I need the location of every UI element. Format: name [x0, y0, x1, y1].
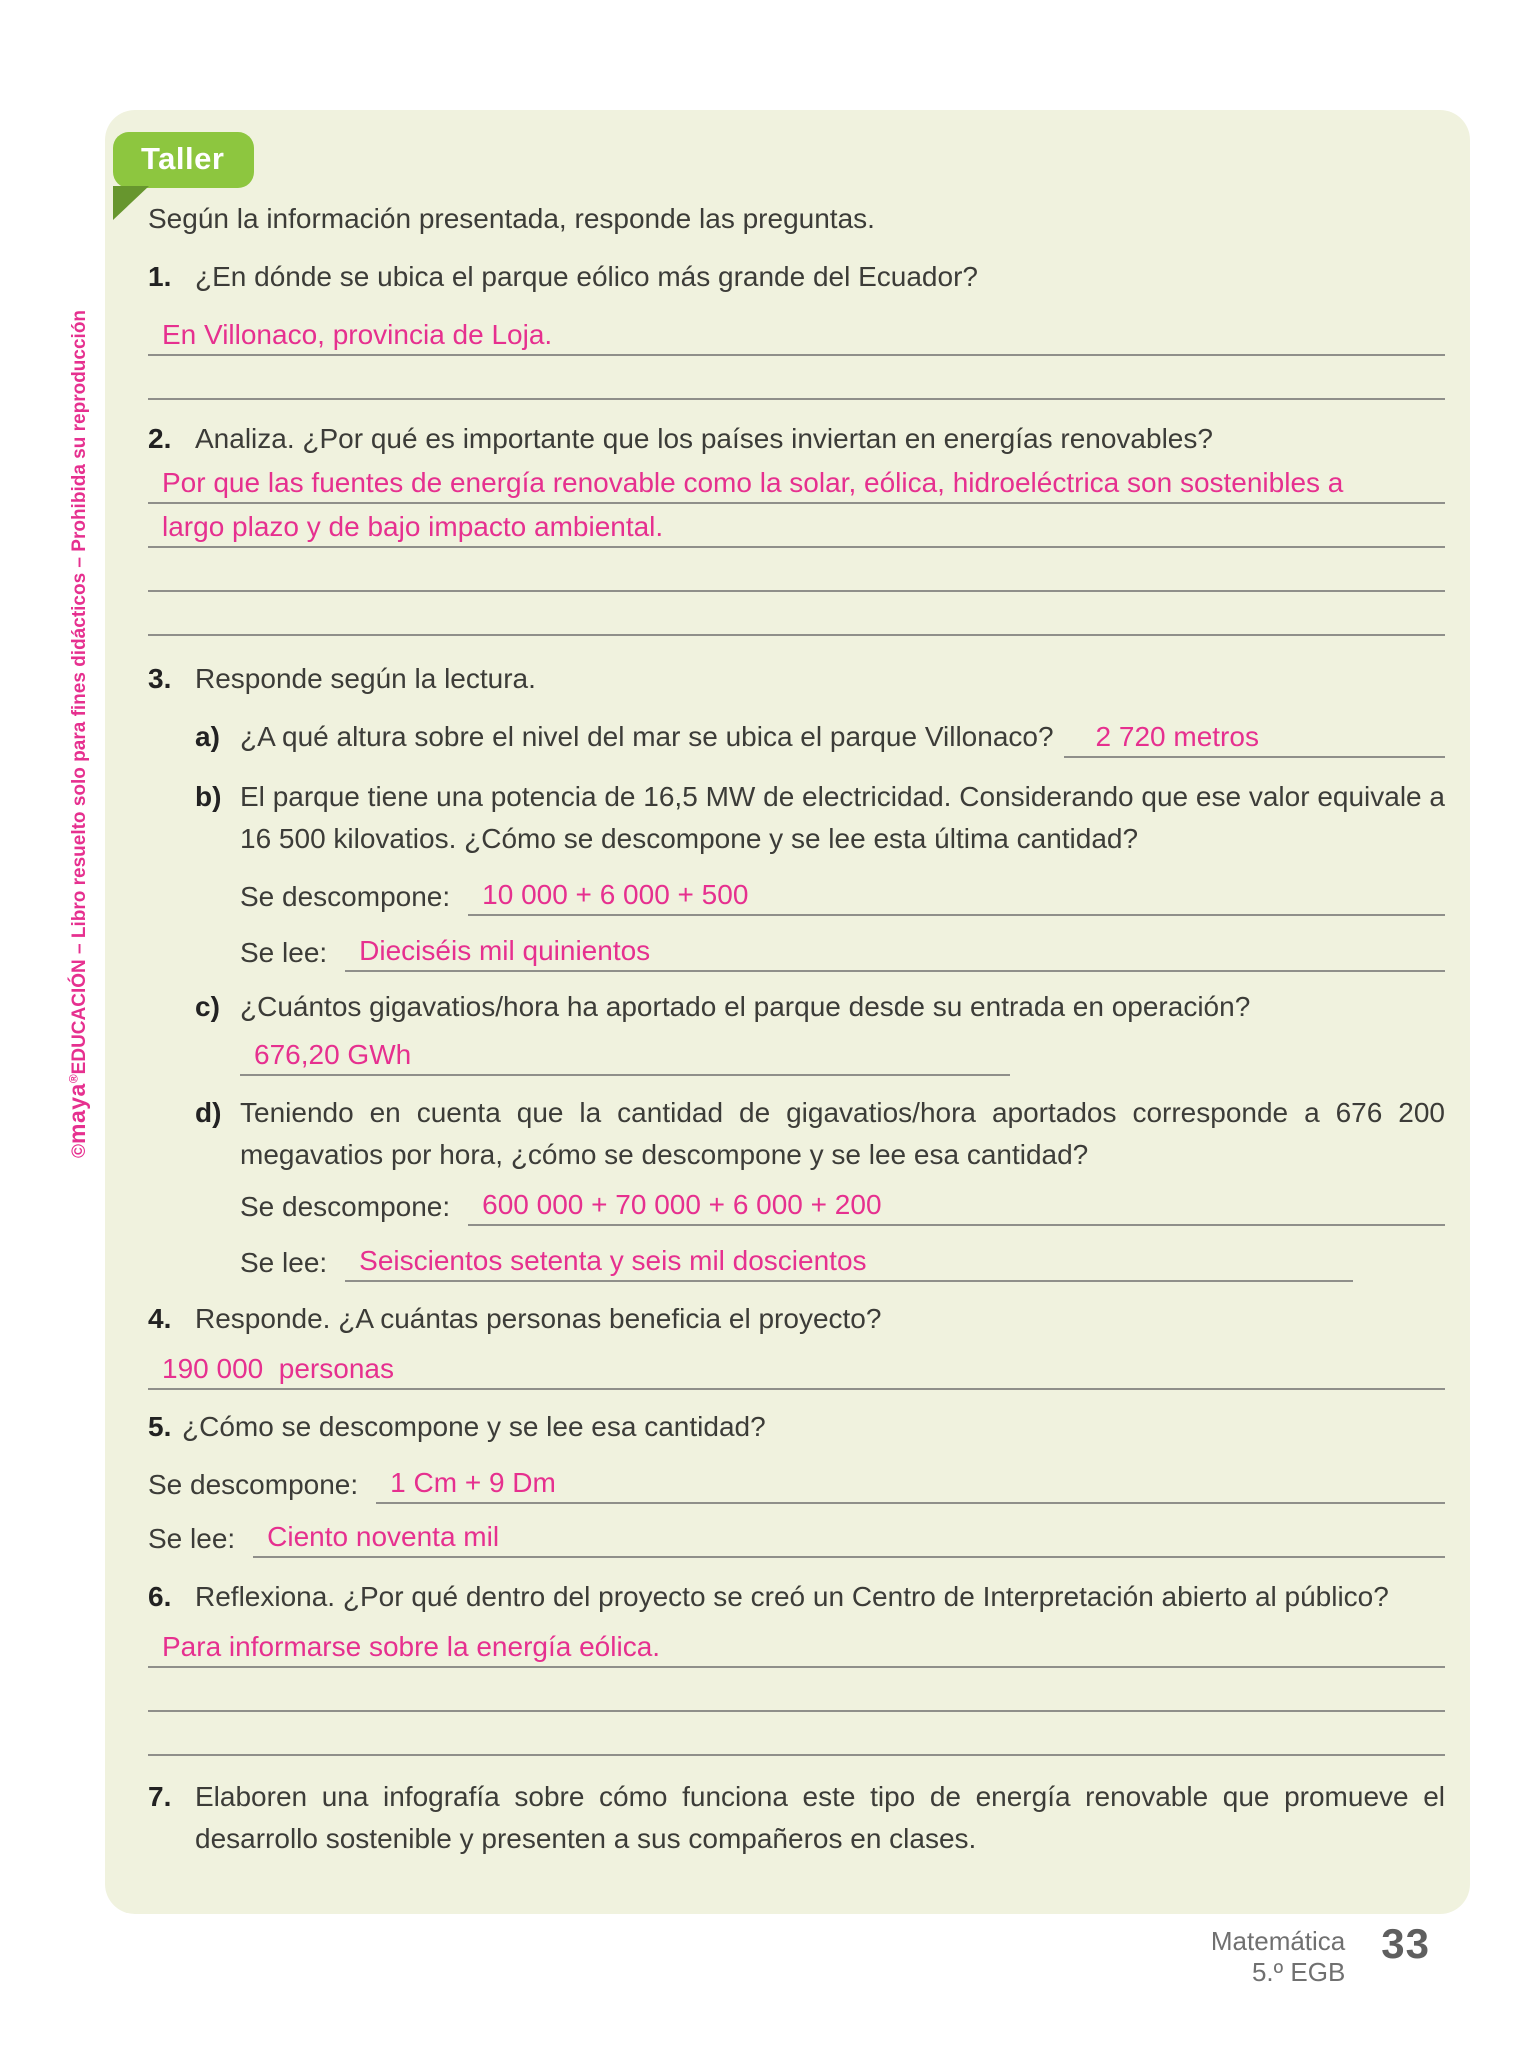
footer-subject-grade	[1211, 1926, 1345, 1987]
item-text: ¿Cuántos gigavatios/hora ha aportado el parque desde su entrada en operación?	[240, 991, 1251, 1022]
answer-line	[148, 312, 1445, 356]
taller-badge-label: Taller	[113, 132, 254, 188]
question-4	[148, 1298, 1445, 1340]
answer-line-empty	[148, 1668, 1445, 1712]
answer-line-empty	[148, 356, 1445, 400]
question-number: 4.	[148, 1303, 172, 1334]
copyright-symbol: ©	[69, 1144, 90, 1158]
answer-text: Dieciséis mil quinientos	[359, 935, 651, 967]
question-6	[148, 1576, 1445, 1618]
answer-text: Por que las fuentes de energía renovable como la solar, eólica, hidroeléctrica son sostenibles a	[162, 467, 1344, 499]
publisher-brand: maya	[64, 1083, 90, 1144]
page-footer	[1210, 1920, 1430, 1987]
answer-line	[468, 870, 1445, 916]
taller-badge-tail-icon	[113, 186, 149, 220]
answer-text: 2 720 metros	[1095, 721, 1259, 753]
question-7	[148, 1776, 1445, 1860]
decompose-row	[240, 1180, 1445, 1226]
question-1	[148, 256, 1445, 298]
item-text: El parque tiene una potencia de 16,5 MW de electricidad. Considerando que ese valor equivale a 16 500 kilovatios. ¿Cómo se descompone y se lee esta última cantidad?	[240, 781, 1445, 854]
question-3b	[195, 776, 1445, 860]
question-text: Elaboren una infografía sobre cómo funciona este tipo de energía renovable que promueve el desarrollo sostenible y presenten a sus compañeros en clases.	[195, 1781, 1445, 1854]
question-number: 7.	[148, 1781, 172, 1812]
question-text: ¿En dónde se ubica el parque eólico más grande del Ecuador?	[195, 261, 978, 292]
answer-line-empty	[148, 592, 1445, 636]
registered-mark: ®	[66, 1074, 81, 1084]
question-text: Responde según la lectura.	[195, 663, 536, 694]
footer-subject: Matemática	[1210, 1926, 1346, 1956]
answer-line	[148, 504, 1445, 548]
item-letter: b)	[195, 781, 222, 812]
answer-text: Para informarse sobre la energía eólica.	[162, 1631, 661, 1663]
taller-badge	[113, 132, 254, 188]
answer-text: 600 000 + 70 000 + 6 000 + 200	[482, 1189, 882, 1221]
answer-text: largo plazo y de bajo impacto ambiental.	[162, 511, 664, 543]
answer-line	[1064, 716, 1445, 758]
page-number: 33	[1381, 1920, 1430, 1967]
question-number: 2.	[148, 423, 172, 454]
decompose-row	[148, 1458, 1445, 1504]
copyright-sidebar	[64, 310, 91, 1158]
question-text: ¿Cómo se descompone y se lee esa cantidad?	[182, 1411, 766, 1442]
question-3c	[195, 986, 1445, 1028]
answer-line	[148, 1346, 1445, 1390]
decompose-label: Se descompone:	[240, 881, 451, 912]
read-label: Se lee:	[240, 1247, 328, 1278]
answer-line	[345, 1236, 1353, 1282]
answer-line	[148, 460, 1445, 504]
answer-text: 10 000 + 6 000 + 500	[482, 879, 749, 911]
question-number: 3.	[148, 663, 172, 694]
decompose-row	[240, 870, 1445, 916]
item-text: ¿A qué altura sobre el nivel del mar se ubica el parque Villonaco?	[240, 721, 1054, 752]
answer-text: Seiscientos setenta y seis mil doscientos	[359, 1245, 867, 1277]
question-text: Analiza. ¿Por qué es importante que los países inviertan en energías renovables?	[195, 423, 1213, 454]
answer-line	[148, 1624, 1445, 1668]
answer-line-empty	[148, 1712, 1445, 1756]
read-label: Se lee:	[148, 1523, 236, 1554]
item-text: Teniendo en cuenta que la cantidad de gigavatios/hora aportados corresponde a 676 200 megavatios por hora, ¿cómo se descompone y se lee esa cantidad?	[240, 1097, 1445, 1170]
answer-line	[345, 926, 1445, 972]
question-text: Reflexiona. ¿Por qué dentro del proyecto se creó un Centro de Interpretación abierto al público?	[195, 1581, 1389, 1612]
read-row	[148, 1512, 1445, 1558]
question-5	[148, 1406, 1445, 1448]
question-number: 5.	[148, 1411, 172, 1442]
answer-text: 1 Cm + 9 Dm	[390, 1467, 556, 1499]
answer-line	[253, 1512, 1445, 1558]
worksheet-panel	[105, 110, 1470, 1914]
answer-text: En Villonaco, provincia de Loja.	[162, 319, 553, 351]
copyright-text: EDUCACIÓN – Libro resuelto solo para fines didácticos – Prohibida su reproducción	[69, 309, 90, 1075]
decompose-label: Se descompone:	[240, 1191, 451, 1222]
question-text: Responde. ¿A cuántas personas beneficia el proyecto?	[195, 1303, 882, 1334]
question-number: 1.	[148, 261, 172, 292]
answer-text: 676,20 GWh	[254, 1039, 412, 1071]
read-row	[240, 1236, 1353, 1282]
footer-grade: 5.º EGB	[1251, 1956, 1346, 1987]
answer-text: 190 000 personas	[162, 1353, 394, 1385]
question-number: 6.	[148, 1581, 172, 1612]
answer-line	[468, 1180, 1445, 1226]
item-letter: c)	[195, 991, 220, 1022]
read-label: Se lee:	[240, 937, 328, 968]
answer-line	[240, 1032, 1010, 1076]
answer-text: Ciento noventa mil	[267, 1521, 500, 1553]
intro-text: Según la información presentada, responde las preguntas.	[148, 203, 875, 234]
question-3d	[195, 1092, 1445, 1176]
question-2	[148, 418, 1445, 460]
question-3a	[195, 716, 1445, 758]
item-letter: a)	[195, 721, 220, 752]
item-letter: d)	[195, 1097, 222, 1128]
decompose-label: Se descompone:	[148, 1469, 359, 1500]
answer-line-empty	[148, 548, 1445, 592]
answer-line	[376, 1458, 1445, 1504]
read-row	[240, 926, 1445, 972]
question-3	[148, 658, 1445, 700]
